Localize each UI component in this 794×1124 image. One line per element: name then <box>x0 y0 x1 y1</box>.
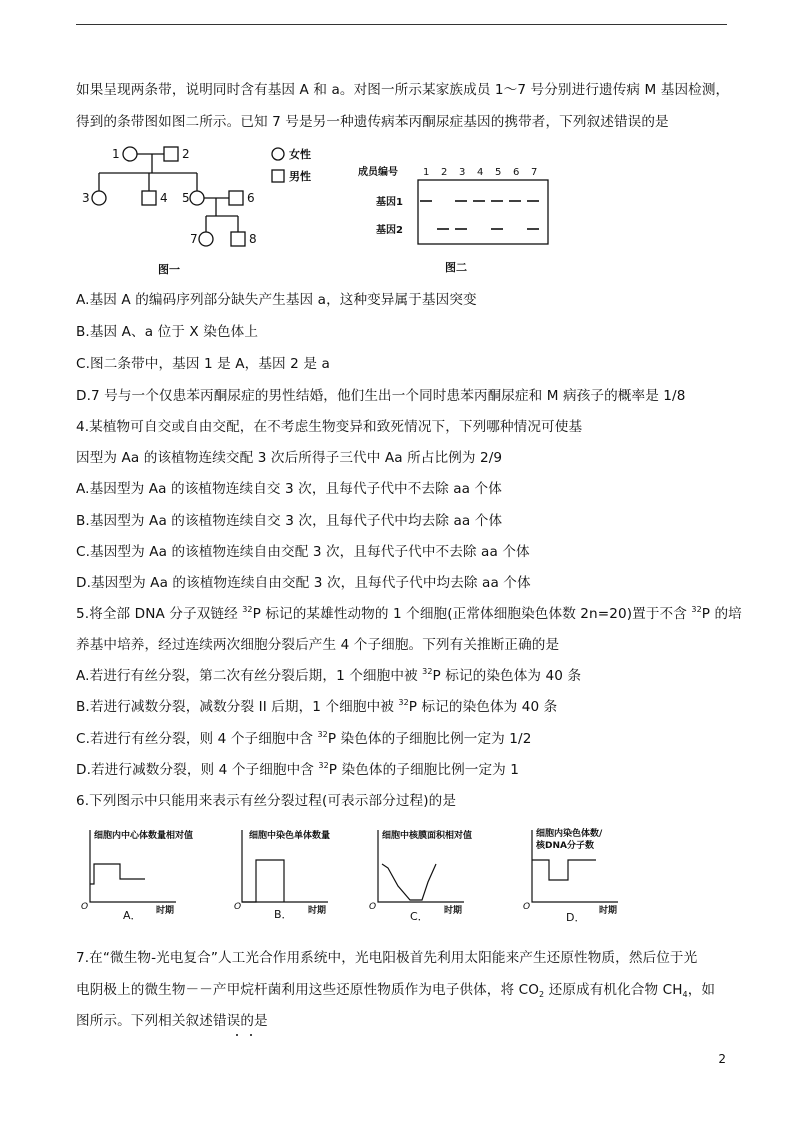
q5-option-d-sup: 32 <box>318 761 329 770</box>
q5-option-b <box>76 697 557 717</box>
graph-a-label: A． <box>123 909 142 922</box>
graph-b-label: B． <box>274 908 293 921</box>
fig1-caption: 图一 <box>158 263 180 276</box>
member-col-4: 4 <box>477 167 484 178</box>
graph-d-curve <box>532 860 596 880</box>
emphasis-dot-1 <box>236 1034 238 1036</box>
q5-option-a-sup: 32 <box>422 667 433 676</box>
fig2-caption: 图二 <box>445 261 467 274</box>
q5-option-a <box>76 666 581 686</box>
q5-option-a-part-2: P 标记的染色体为 40 条 <box>432 668 582 684</box>
q4-option-a: A.基因型为 Aa 的该植物连续自交 3 次，且每代子代中不去除 aa 个体 <box>76 481 502 497</box>
member-id-4: 4 <box>160 191 168 205</box>
member-3-female-icon <box>92 191 106 205</box>
member-id-6: 6 <box>247 191 255 205</box>
graph-b-origin: O <box>234 902 242 912</box>
q5-option-d <box>76 760 519 780</box>
graph-c-title: 细胞中核膜面积相对值 <box>382 831 473 841</box>
q7-line2-part-2: 还原成有机化合物 CH <box>544 982 683 998</box>
member-id-3: 3 <box>82 191 90 205</box>
graph-d-xlabel: 时期 <box>599 906 618 916</box>
graph-d-origin: O <box>523 902 531 912</box>
q5-stem-part-2: P 标记的某雄性动物的 1 个细胞(正常体细胞染色体数 2n=20)置于不含 <box>252 606 692 622</box>
graph-c-label: C． <box>410 910 429 923</box>
q7-line2-part-3: ，如 <box>687 982 716 998</box>
member-8-male-icon <box>231 232 245 246</box>
legend-female-label: 女性 <box>289 148 311 161</box>
band-row-gene2: 基因2 <box>376 225 403 236</box>
member-id-2: 2 <box>182 147 190 161</box>
member-col-1: 1 <box>423 167 430 178</box>
q5-stem-part-1: 5.将全部 DNA 分子双链经 <box>76 606 243 622</box>
pedigree-figure <box>80 142 340 280</box>
q5-option-b-part-2: P 标记的染色体为 40 条 <box>408 699 558 715</box>
q3-option-c: C.图二条带中，基因 1 是 A，基因 2 是 a <box>76 356 330 372</box>
q5-option-a-part-1: A.若进行有丝分裂，第二次有丝分裂后期，1 个细胞中被 <box>76 668 423 684</box>
q4-option-b: B.基因型为 Aa 的该植物连续自交 3 次，且每代子代中均去除 aa 个体 <box>76 513 503 529</box>
q3-option-d: D.7 号与一个仅患苯丙酮尿症的男性结婚，他们生出一个同时患苯丙酮尿症和 M 病孩子的概率是 1/8 <box>76 388 686 404</box>
legend-male-label: 男性 <box>289 170 311 183</box>
q5-option-c-part-1: C.若进行有丝分裂，则 4 个子细胞中含 <box>76 731 318 747</box>
graph-a-xlabel: 时期 <box>156 906 175 916</box>
legend-female-icon <box>272 148 284 160</box>
emphasis-dot-2 <box>250 1034 252 1036</box>
q5-option-c <box>76 729 531 749</box>
q3-option-b: B.基因 A、a 位于 X 染色体上 <box>76 324 259 340</box>
q4-stem-line-2: 因型为 Aa 的该植物连续交配 3 次后所得子三代中 Aa 所占比例为 2/9 <box>76 450 503 466</box>
graph-a-curve <box>90 864 145 884</box>
graph-a-origin: O <box>81 902 89 912</box>
q4-option-c: C.基因型为 Aa 的该植物连续自由交配 3 次，且每代子代中不去除 aa 个体 <box>76 544 530 560</box>
graph-b-curve <box>242 860 284 902</box>
q5-option-c-part-2: P 染色体的子细胞比例一定为 1/2 <box>327 731 532 747</box>
q3-stem-line-1: 如果呈现两条带，说明同时含有基因 A 和 a。对图一所示某家族成员 1～7 号分别进行遗传病 M 基因检测， <box>76 82 730 98</box>
graph-a-title: 细胞内中心体数量相对值 <box>94 831 194 841</box>
q4-stem-line-1: 4.某植物可自交或自由交配，在不考虑生物变异和致死情况下，下列哪种情况可使基 <box>76 419 583 435</box>
graph-d-label: D． <box>566 911 586 924</box>
band-frame <box>418 180 548 244</box>
member-id-8: 8 <box>249 232 257 246</box>
member-2-male-icon <box>164 147 178 161</box>
member-id-5: 5 <box>182 191 190 205</box>
q3-option-a: A.基因 A 的编码序列部分缺失产生基因 a，这种变异属于基因突变 <box>76 292 477 308</box>
q6-stem: 6.下列图示中只能用来表示有丝分裂过程(可表示部分过程)的是 <box>76 793 457 809</box>
header-rule <box>76 24 727 25</box>
q7-emphasis-word: 错误 <box>212 1013 241 1029</box>
graph-d-title-2: 核DNA分子数 <box>536 841 594 851</box>
member-col-6: 6 <box>513 167 520 178</box>
q6-graphs <box>76 822 726 930</box>
member-col-3: 3 <box>459 167 466 178</box>
graph-b-xlabel: 时期 <box>308 906 327 916</box>
member-6-male-icon <box>229 191 243 205</box>
page-number: 2 <box>718 1052 726 1066</box>
q5-option-c-sup: 32 <box>317 730 328 739</box>
q5-option-d-part-2: P 染色体的子细胞比例一定为 1 <box>328 762 520 778</box>
q5-stem-line-2: 养基中培养，经过连续两次细胞分裂后产生 4 个子细胞。下列有关推断正确的是 <box>76 637 560 653</box>
q7-line3-part-1: 图所示。下列相关叙述 <box>76 1013 213 1029</box>
graph-c-curve <box>382 864 436 900</box>
graph-b-title: 细胞中染色单体数量 <box>249 831 331 841</box>
q5-isotope-sup-1: 32 <box>242 605 253 614</box>
q7-line2-part-1: 电阴极上的微生物－－产甲烷杆菌利用这些还原性物质作为电子供体，将 CO <box>76 982 540 998</box>
band-figure <box>350 160 560 280</box>
legend-male-icon <box>272 170 284 182</box>
q5-option-d-part-1: D.若进行减数分裂，则 4 个子细胞中含 <box>76 762 319 778</box>
member-id-7: 7 <box>190 232 198 246</box>
member-1-female-icon <box>123 147 137 161</box>
q3-stem-line-2: 得到的条带图如图二所示。已知 7 号是另一种遗传病苯丙酮尿症基因的携带者，下列叙述错误的是 <box>76 114 669 130</box>
q7-line3-part-3: 的是 <box>240 1013 268 1029</box>
band-header: 成员编号 <box>358 167 398 178</box>
graph-c-origin: O <box>369 902 377 912</box>
member-5-female-icon <box>190 191 204 205</box>
q5-isotope-sup-2: 32 <box>691 605 702 614</box>
graph-d-title-1: 细胞内染色体数/ <box>536 829 603 839</box>
q7-ch4-subscript: 4 <box>682 990 688 999</box>
member-col-5: 5 <box>495 167 502 178</box>
q5-option-b-sup: 32 <box>398 698 409 707</box>
member-id-1: 1 <box>112 147 120 161</box>
member-7-female-icon <box>199 232 213 246</box>
q7-stem-line-1: 7.在“微生物-光电复合”人工光合作用系统中，光电阳极首先利用太阳能来产生还原性物质，然后位于光 <box>76 950 698 966</box>
graph-c-xlabel: 时期 <box>444 906 463 916</box>
member-col-2: 2 <box>441 167 448 178</box>
member-4-male-icon <box>142 191 156 205</box>
q7-stem-line-2 <box>76 980 715 1000</box>
q5-option-b-part-1: B.若进行减数分裂，减数分裂 II 后期，1 个细胞中被 <box>76 699 399 715</box>
q7-stem-line-3 <box>76 1011 268 1031</box>
q5-stem-line-1 <box>76 604 742 624</box>
q7-co2-subscript: 2 <box>539 990 545 999</box>
member-col-7: 7 <box>531 167 538 178</box>
band-row-gene1: 基因1 <box>376 197 403 208</box>
q5-stem-part-3: P 的培 <box>701 606 742 622</box>
q4-option-d: D.基因型为 Aa 的该植物连续自由交配 3 次，且每代子代中均去除 aa 个体 <box>76 575 531 591</box>
